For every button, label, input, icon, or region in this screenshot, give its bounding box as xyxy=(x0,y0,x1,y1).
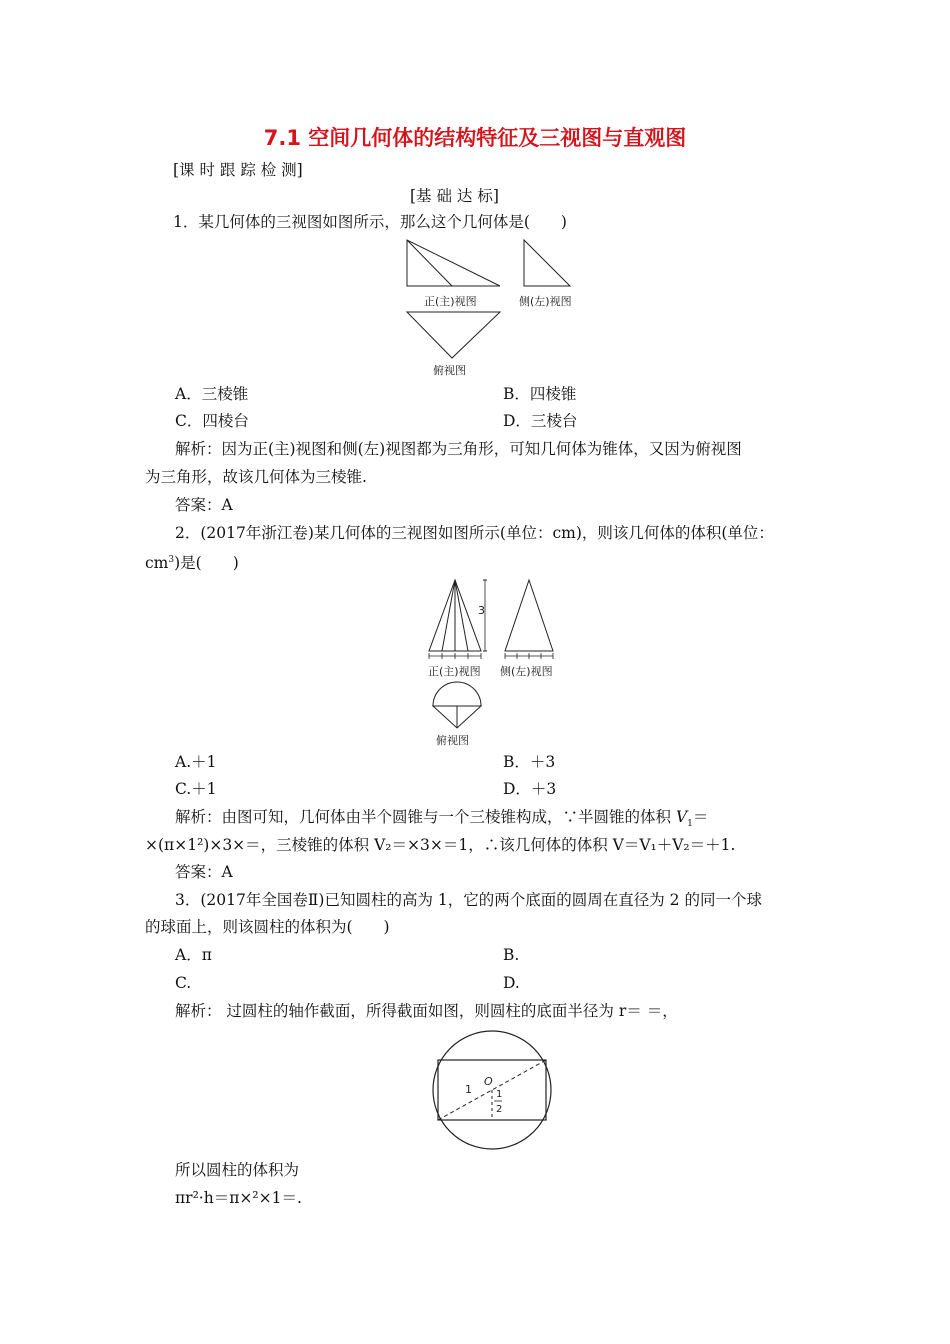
section-header: [基 础 达 标] xyxy=(410,187,499,205)
q3-stem-line2: 的球面上，则该圆柱的体积为( ) xyxy=(145,918,390,936)
q1-front-view-caption: 正(主)视图 xyxy=(424,295,477,308)
q2-stem-line1: 2．(2017年浙江卷)某几何体的三视图如图所示(单位：cm)，则该几何体的体积(单位： xyxy=(175,524,774,542)
q1-answer: 答案：A xyxy=(175,496,233,514)
q3-half-denominator: 2 xyxy=(496,1104,503,1115)
tracking-header: [课 时 跟 踪 检 测] xyxy=(173,161,303,179)
q2-three-views-figure xyxy=(425,576,565,746)
q3-option-c: C. xyxy=(175,974,192,992)
q3-stem-line1: 3．(2017年全国卷Ⅱ)已知圆柱的高为 1，它的两个底面的圆周在直径为 2 的同一个球 xyxy=(175,891,762,909)
q2-option-c: C.＋1 xyxy=(175,780,217,798)
q3-cross-section-figure xyxy=(430,1028,554,1154)
q1-side-view-caption: 侧(左)视图 xyxy=(519,295,572,308)
q3-option-b: B. xyxy=(503,946,520,964)
q1-option-b: B．四棱锥 xyxy=(503,385,577,403)
q1-top-view-caption: 俯视图 xyxy=(433,364,466,377)
q2-analysis-line2: ×(π×1²)×3×＝，三棱锥的体积 V₂＝×3×＝1，∴该几何体的体积 V＝V₁＋V₂＝＋1. xyxy=(145,836,736,854)
q1-analysis-line1: 解析：因为正(主)视图和侧(左)视图都为三角形，可知几何体为锥体，又因为俯视图 xyxy=(175,440,742,458)
q3-option-d: D. xyxy=(503,974,520,992)
q2-option-b: B．＋3 xyxy=(503,753,556,771)
q2-answer: 答案：A xyxy=(175,863,233,881)
q1-option-d: D．三棱台 xyxy=(503,412,578,430)
q3-center-label: O xyxy=(484,1075,493,1088)
q2-top-view-caption: 俯视图 xyxy=(436,734,469,747)
q2-analysis-line1: 解析：由图可知，几何体由半个圆锥与一个三棱锥构成，∵半圆锥的体积 $V_1=$ xyxy=(175,808,709,830)
q3-radius-label: 1 xyxy=(465,1083,472,1096)
q2-height-label: 3 xyxy=(478,604,485,617)
q1-option-c: C．四棱台 xyxy=(175,412,249,430)
q2-option-a: A.＋1 xyxy=(175,753,217,771)
q2-option-d: D．＋3 xyxy=(503,780,557,798)
page-title: 7.1 空间几何体的结构特征及三视图与直观图 xyxy=(263,126,687,150)
q3-option-a: A．π xyxy=(175,946,212,964)
q2-stem-line2: $cm^3$)是( ) xyxy=(145,554,239,573)
q1-stem: 1．某几何体的三视图如图所示，那么这个几何体是( ) xyxy=(173,213,567,231)
q1-analysis-line2: 为三角形，故该几何体为三棱锥. xyxy=(145,468,367,486)
q3-volume-formula: πr²·h＝π×²×1＝. xyxy=(175,1189,302,1207)
q3-analysis: 解析： 过圆柱的轴作截面，所得截面如图，则圆柱的底面半径为 r＝ ＝， xyxy=(175,1002,678,1020)
q1-option-a: A．三棱锥 xyxy=(175,385,249,403)
q2-side-view-caption: 侧(左)视图 xyxy=(500,665,553,678)
q3-half-numerator: 1 xyxy=(496,1089,503,1100)
q3-conclusion: 所以圆柱的体积为 xyxy=(175,1161,300,1179)
q2-front-view-caption: 正(主)视图 xyxy=(428,665,481,678)
